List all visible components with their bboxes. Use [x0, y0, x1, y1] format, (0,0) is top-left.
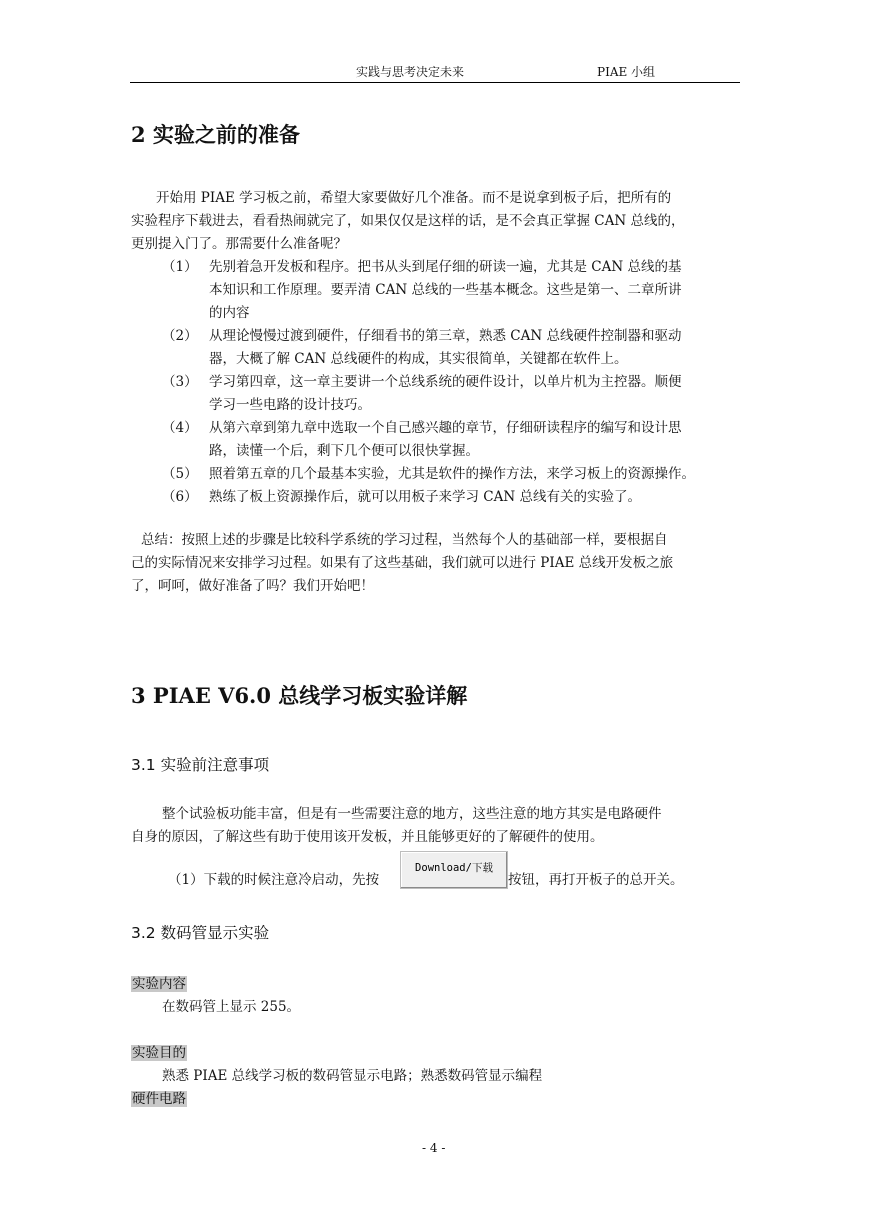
list-item-line: 照着第五章的几个最基本实验，尤其是软件的操作方法，来学习板上的资源操作。 — [209, 466, 695, 482]
s31-para-line-2: 自身的原因，了解这些有助于使用该开发板，并且能够更好的了解硬件的使用。 — [131, 829, 604, 845]
list-item-number: （2） — [162, 328, 198, 344]
list-item-line: 学习一些电路的设计技巧。 — [209, 397, 371, 413]
section-3-1-title: 3.1 实验前注意事项 — [131, 756, 270, 774]
experiment-content-label — [131, 972, 187, 992]
list-item-line: 本知识和工作原理。要弄清 CAN 总线的一些基本概念。这些是第一、二章所讲 — [209, 282, 682, 298]
download-button[interactable]: Download/下载 — [400, 851, 508, 889]
list-item-line: 从第六章到第九章中选取一个自己感兴趣的章节，仔细研读程序的编写和设计思 — [209, 420, 682, 436]
experiment-purpose-label — [131, 1041, 187, 1061]
summary-line-3: 了，呵呵，做好准备了吗？我们开始吧！ — [131, 578, 374, 594]
list-item-line: 熟练了板上资源操作后，就可以用板子来学习 CAN 总线有关的实验了。 — [209, 489, 641, 505]
section-2-title: 2 实验之前的准备 — [131, 122, 300, 147]
section-2-intro-line-3: 更别提入门了。那需要什么准备呢？ — [131, 236, 347, 252]
list-item-line: 从理论慢慢过渡到硬件，仔细看书的第三章，熟悉 CAN 总线硬件控制器和驱动 — [209, 328, 682, 344]
download-note-before: （1）下载的时候注意冷启动，先按 — [168, 872, 380, 888]
list-item-number: （4） — [162, 420, 198, 436]
list-item-number: （3） — [162, 374, 198, 390]
experiment-purpose-label-text: 实验目的 — [132, 1045, 186, 1061]
list-item-line: 的内容 — [209, 305, 250, 321]
list-item-line: 学习第四章，这一章主要讲一个总线系统的硬件设计，以单片机为主控器。顺便 — [209, 374, 682, 390]
section-2-intro-line-2: 实验程序下载进去，看看热闹就完了，如果仅仅是这样的话，是不会真正掌握 CAN 总线的， — [131, 213, 685, 229]
list-item-line: 路，读懂一个后，剩下几个便可以很快掌握。 — [209, 443, 479, 459]
list-item-number: （1） — [162, 259, 198, 275]
experiment-content-text: 在数码管上显示 255。 — [162, 999, 301, 1015]
download-note-after: 按钮，再打开板子的总开关。 — [508, 872, 684, 888]
header-divider — [130, 82, 740, 83]
experiment-purpose-text: 熟悉 PIAE 总线学习板的数码管显示电路；熟悉数码管显示编程 — [162, 1068, 543, 1084]
section-2-intro-line-1: 开始用 PIAE 学习板之前，希望大家要做好几个准备。而不是说拿到板子后，把所有的 — [156, 190, 672, 206]
page-number: - 4 - — [422, 1141, 446, 1155]
section-3-title: 3 PIAE V6.0 总线学习板实验详解 — [131, 683, 468, 708]
hardware-circuit-label-text: 硬件电路 — [132, 1091, 186, 1107]
s31-para-line-1: 整个试验板功能丰富，但是有一些需要注意的地方，这些注意的地方其实是电路硬件 — [162, 806, 662, 822]
section-3-2-title: 3.2 数码管显示实验 — [131, 924, 270, 942]
experiment-content-label-text: 实验内容 — [132, 976, 186, 992]
hardware-circuit-label — [131, 1087, 187, 1107]
summary-line-2: 己的实际情况来安排学习过程。如果有了这些基础，我们就可以进行 PIAE 总线开发板之旅 — [131, 555, 674, 571]
list-item-number: （5） — [162, 466, 198, 482]
list-item-line: 器，大概了解 CAN 总线硬件的构成，其实很简单，关键都在软件上。 — [209, 351, 628, 367]
header-right-text: PIAE 小组 — [597, 65, 656, 79]
list-item-line: 先别着急开发板和程序。把书从头到尾仔细的研读一遍，尤其是 CAN 总线的基 — [209, 259, 682, 275]
list-item-number: （6） — [162, 489, 198, 505]
header-left-text: 实践与思考决定未来 — [356, 65, 465, 79]
summary-line-1: 总结：按照上述的步骤是比较科学系统的学习过程，当然每个人的基础部一样，要根据自 — [141, 532, 668, 548]
